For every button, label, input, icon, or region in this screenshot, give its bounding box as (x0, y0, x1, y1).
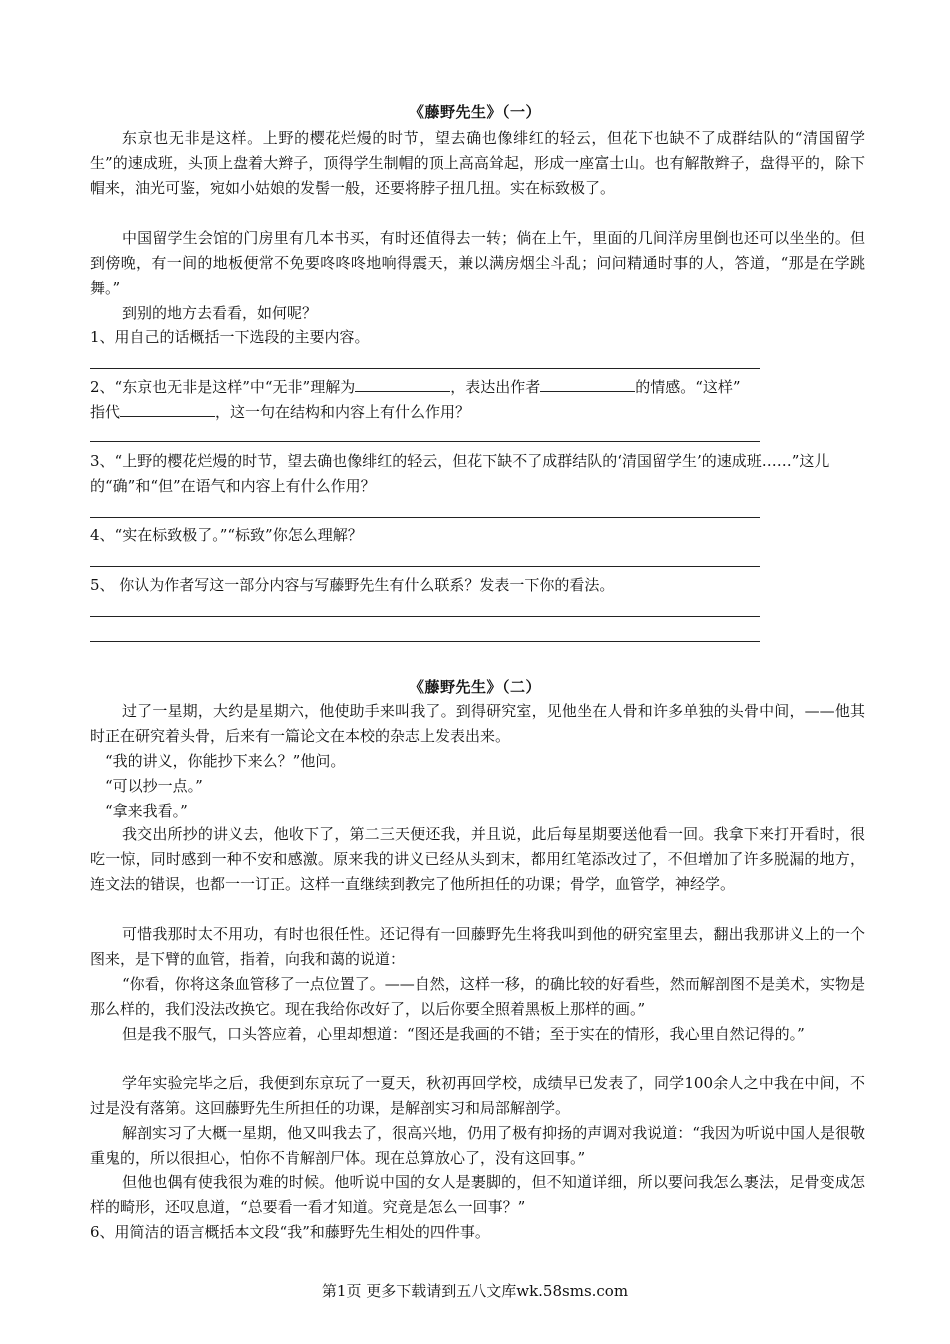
question-2-text: 2、“东京也无非是这样”中“无非”理解为 (90, 378, 356, 396)
answer-line[interactable] (90, 517, 760, 518)
section2-title: 《藤野先生》（二） (408, 678, 541, 696)
answer-line[interactable] (90, 566, 760, 567)
section2-paragraph: “可以抄一点。” (105, 777, 203, 795)
section2-paragraph: 可惜我那时太不用功，有时也很任性。还记得有一回藤野先生将我叫到他的研究室里去，翻出我那讲义上的一个图来，是下臂的血管，指着，向我和蔼的说道： (90, 925, 865, 968)
question-2-text: 的情感。“这样” (635, 378, 741, 396)
answer-blank[interactable] (120, 400, 215, 417)
section1-paragraph: 到别的地方去看看，如何呢？ (122, 304, 318, 322)
answer-line[interactable] (90, 616, 760, 617)
section2-paragraph: 我交出所抄的讲义去，他收下了，第二三天便还我，并且说，此后每星期要送他看一回。我拿下来打开看时，很吃一惊，同时感到一种不安和感激。原来我的讲义已经从头到末，都用红笔添改过了，不但增加了许多脱漏的地方，连文法的错误，也都一一订正。这样一直继续到教完了他所担任的功课；骨学，血管学，神经学。 (90, 825, 865, 893)
section1-paragraph: 中国留学生会馆的门房里有几本书买，有时还值得去一转；倘在上午，里面的几间洋房里倒也还可以坐坐的。但到傍晚，有一间的地板便常不免要咚咚咚地响得震天，兼以满房烟尘斗乱；问问精通时事的人，答道，“那是在学跳舞。” (90, 229, 865, 297)
section1-title: 《藤野先生》（一） (408, 103, 541, 121)
question-4: 4、“实在标致极了。”“标致”你怎么理解？ (90, 526, 363, 544)
section2-paragraph: “拿来我看。” (105, 802, 188, 820)
section2-paragraph: 学年实验完毕之后，我便到东京玩了一夏天，秋初再回学校，成绩早已发表了，同学100余人之中我在中间，不过是没有落第。这回藤野先生所担任的功课，是解剖实习和局部解剖学。 (90, 1074, 865, 1117)
question-2-text: ，这一句在结构和内容上有什么作用？ (215, 403, 471, 421)
answer-line[interactable] (90, 441, 760, 442)
answer-blank[interactable] (540, 375, 635, 392)
page-footer: 第1页 更多下载请到五八文库wk.58sms.com (321, 1282, 629, 1300)
section2-paragraph: 解剖实习了大概一星期，他又叫我去了，很高兴地，仍用了极有抑扬的声调对我说道：“我因为听说中国人是很敬重鬼的，所以很担心，怕你不肯解剖尸体。现在总算放心了，没有这回事。” (90, 1124, 865, 1167)
question-1: 1、用自己的话概括一下选段的主要内容。 (90, 328, 370, 346)
answer-blank[interactable] (355, 375, 450, 392)
section2-paragraph: “我的讲义，你能抄下来么？”他问。 (105, 752, 346, 770)
answer-line[interactable] (90, 368, 760, 369)
question-2-text: ，表达出作者 (450, 378, 541, 396)
question-2 (90, 375, 865, 425)
section2-paragraph: 但他也偶有使我很为难的时候。他听说中国的女人是裹脚的，但不知道详细，所以要问我怎么裹法，足骨变成怎样的畸形，还叹息道，“总要看一看才知道。究竟是怎么一回事？” (90, 1173, 865, 1216)
question-3: 3、“上野的樱花烂熳的时节，望去确也像绯红的轻云，但花下缺不了成群结队的‘清国留学生’的速成班……”这儿的“确”和“但”在语气和内容上有什么作用？ (90, 452, 830, 495)
question-5: 5、 你认为作者写这一部分内容与写藤野先生有什么联系？发表一下你的看法。 (90, 576, 615, 594)
question-2-text: 指代 (90, 403, 121, 421)
answer-line[interactable] (90, 641, 760, 642)
question-6: 6、用简洁的语言概括本文段“我”和藤野先生相处的四件事。 (90, 1223, 490, 1241)
section2-paragraph: 过了一星期，大约是星期六，他使助手来叫我了。到得研究室，见他坐在人骨和许多单独的头骨中间，——他其时正在研究着头骨，后来有一篇论文在本校的杂志上发表出来。 (90, 702, 865, 745)
section1-paragraph: 东京也无非是这样。上野的樱花烂熳的时节，望去确也像绯红的轻云，但花下也缺不了成群结队的“清国留学生”的速成班，头顶上盘着大辫子，顶得学生制帽的顶上高高耸起，形成一座富士山。也有解散辫子，盘得平的，除下帽来，油光可鉴，宛如小姑娘的发髻一般，还要将脖子扭几扭。实在标致极了。 (90, 129, 865, 197)
section2-paragraph: 但是我不服气，口头答应着，心里却想道：“图还是我画的不错；至于实在的情形，我心里自然记得的。” (122, 1025, 805, 1043)
section2-paragraph: “你看，你将这条血管移了一点位置了。——自然，这样一移，的确比较的好看些，然而解剖图不是美术，实物是那么样的，我们没法改换它。现在我给你改好了，以后你要全照着黑板上那样的画。” (90, 975, 865, 1018)
